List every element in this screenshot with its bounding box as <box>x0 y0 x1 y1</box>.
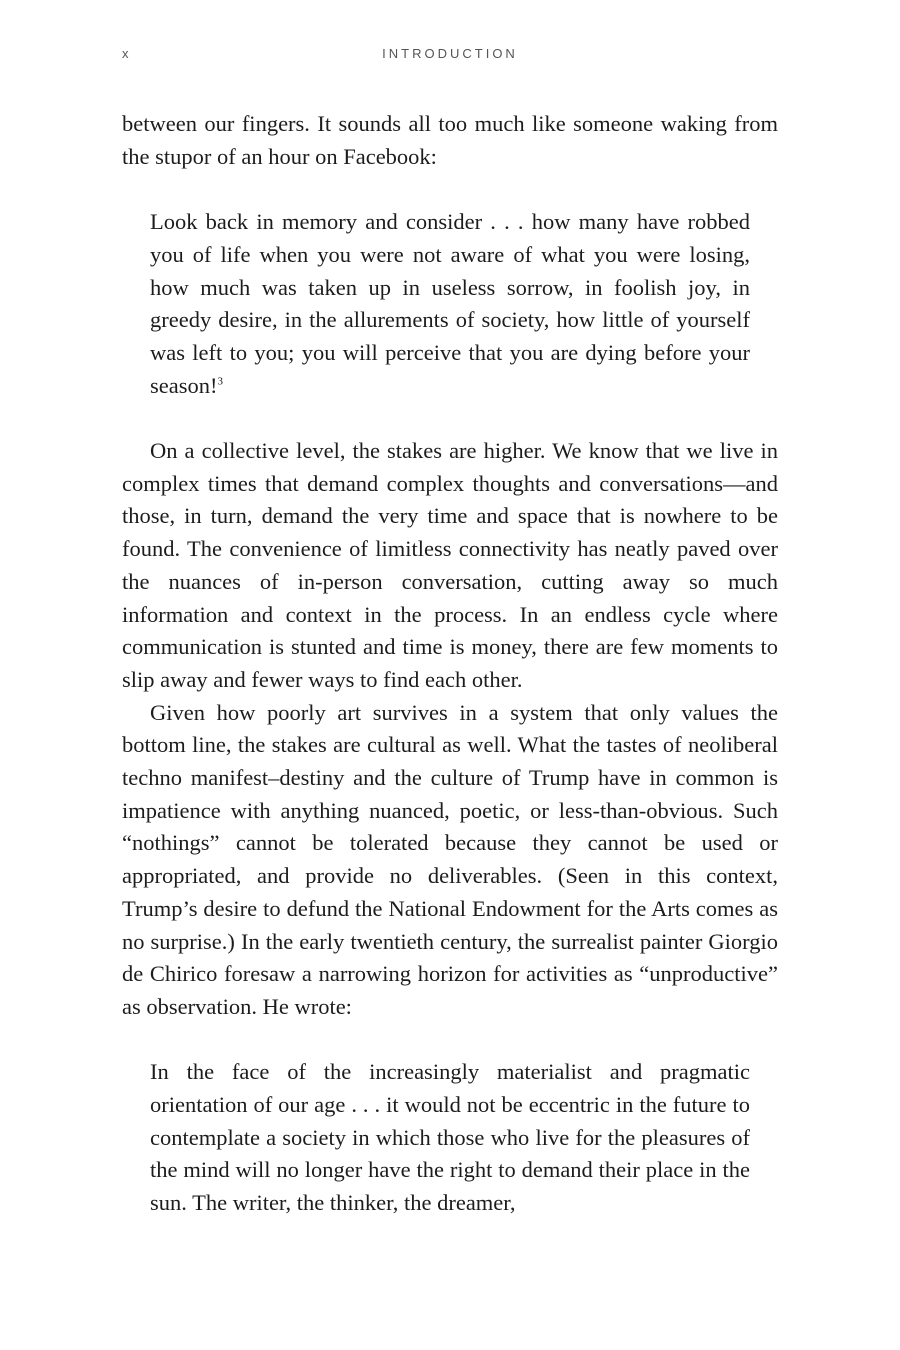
paragraph-cultural: Given how poorly art survives in a system that only values the bottom line, the stakes are cultural as well. What the tastes of neoliberal techno manifest–destiny and the culture of Trump have in common is impatience with anything nuanced, poetic, or less-than-obvious. Such “nothings” cannot be tolerated because they cannot be used or appropriated, and provide no deliverables. (Seen in this context, Trump’s desire to defund the National Endowment for the Arts comes as no surprise.) In the early twentieth century, the surrealist painter Giorgio de Chirico foresaw a narrowing horizon for activities as “unproductive” as observation. He wrote: <box>122 699 778 1019</box>
page-number: x <box>122 46 130 61</box>
block-quote-text: Look back in memory and consider . . . how many have robbed you of life when you were not aware of what you were losing, how much was taken up in useless sorrow, in foolish joy, in greedy desire, in the allurements of society, how little of yourself was left to you; you will perceive that you are dying before your season! <box>150 209 750 398</box>
paragraph-collective: On a collective level, the stakes are higher. We know that we live in complex times that demand complex thoughts and conversations—and those, in turn, demand the very time and space that is nowhere to be found. The convenience of limitless connectivity has neatly paved over the nuances of in-person conversation, cutting away so much information and context in the process. In an endless cycle where communication is stunted and time is money, there are few moments to slip away and fewer ways to find each other. <box>122 438 778 692</box>
paragraph-continued: between our fingers. It sounds all too much like someone waking from the stupor of an hour on Facebook: <box>122 111 778 169</box>
footnote-marker[interactable]: 3 <box>217 375 223 388</box>
block-quote-de-chirico: In the face of the increasingly materialist and pragmatic orientation of our age . . . it would not be eccentric in the future to contemplate a society in which those who live for the pleasures of the mind will no longer have the right to demand their place in the sun. The writer, the thinker, the dreamer, <box>150 1059 750 1216</box>
page-body <box>122 108 778 1220</box>
running-head: INTRODUCTION <box>382 46 518 61</box>
block-quote-seneca <box>150 206 750 402</box>
